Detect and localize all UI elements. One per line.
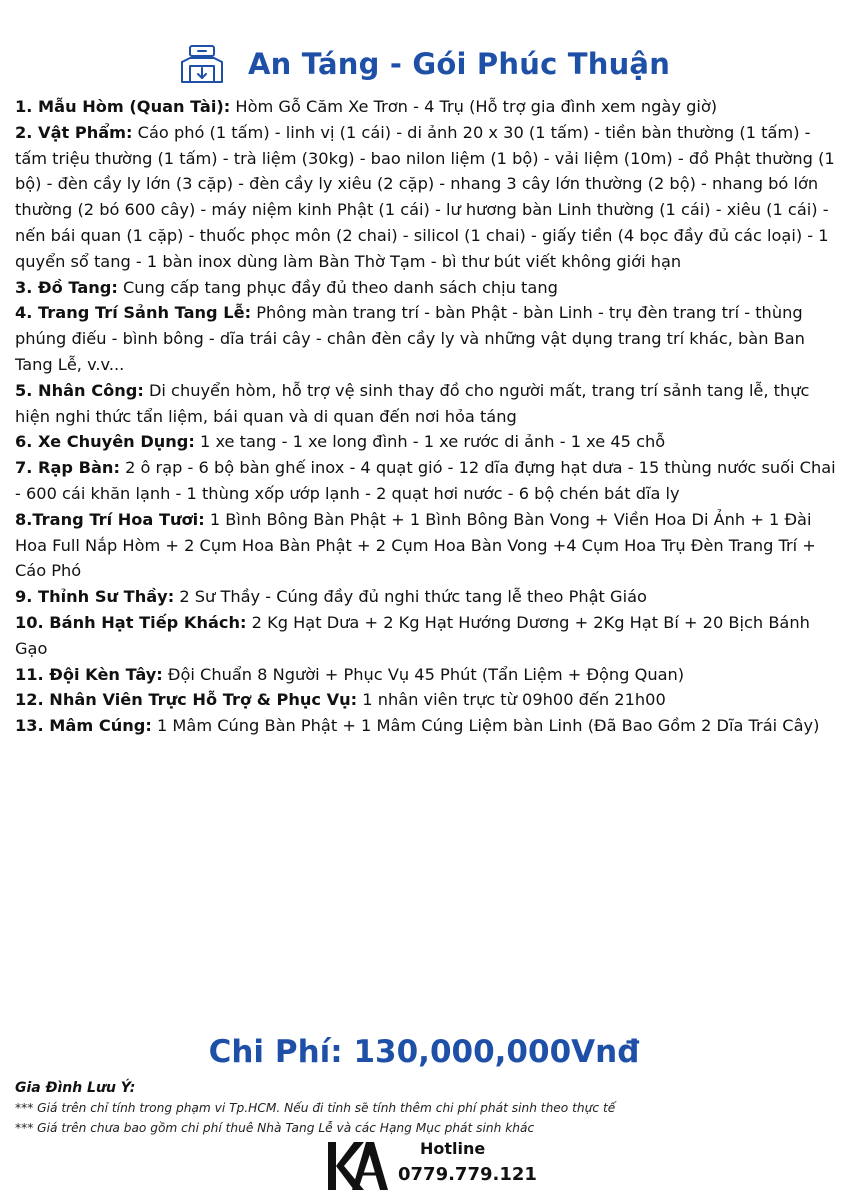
header xyxy=(0,36,848,92)
list-item xyxy=(15,378,837,430)
item-label: 11. Đội Kèn Tây: xyxy=(15,664,163,684)
item-text: Cáo phó (1 tấm) - linh vị (1 cái) - di ảnh 20 x 30 (1 tấm) - tiền bàn thường (1 tấm) - tấm triệu thường (1 tấm) - trà liệm (30kg) - bao nilon liệm (1 bộ) - vải liệm (10m) - đồ Phật thường (1 bộ) - đèn cầy ly lớn (3 cặp) - đèn cầy ly xiêu (2 cặp) - nhang 3 cây lớn thường (2 bộ) - nhang bó lớn thường (2 bó 600 cây) - máy niệm kinh Phật (1 cái) - lư hương bàn Linh thường (1 cái) - xiêu (1 cái) - nến bái quan (1 cặp) - thuốc phọc môn (2 chai) - silicol (1 chai) - giấy tiền (4 bọc đầy đủ các loại) - 1 quyển sổ tang - 1 bàn inox dùng làm Bàn Thờ Tạm - bì thư bút viết không giới hạn xyxy=(15,122,835,271)
list-item xyxy=(15,687,837,713)
item-text: Cung cấp tang phục đầy đủ theo danh sách chịu tang xyxy=(117,277,558,297)
item-text: 1 Mâm Cúng Bàn Phật + 1 Mâm Cúng Liệm bàn Linh (Đã Bao Gồm 2 Dĩa Trái Cây) xyxy=(151,716,820,736)
price-total: Chi Phí: 130,000,000Vnđ xyxy=(208,1034,640,1070)
item-text: 2 Sư Thầy - Cúng đầy đủ nghi thức tang lễ theo Phật Giáo xyxy=(174,587,647,607)
list-item xyxy=(15,275,837,301)
item-text: Phông màn trang trí - bàn Phật - bàn Linh - trụ đèn trang trí - thùng phúng điếu - bình bông - dĩa trái cây - chân đèn cầy ly và những vật dụng trang trí khác, bàn Ban Tang Lễ, v.v... xyxy=(15,303,805,374)
list-item xyxy=(15,94,837,120)
item-text: 1 xe tang - 1 xe long đình - 1 xe rước di ảnh - 1 xe 45 chỗ xyxy=(194,432,666,452)
list-item xyxy=(15,507,837,584)
service-items-list xyxy=(15,94,837,739)
item-label: 7. Rạp Bàn: xyxy=(15,458,120,478)
item-label: 2. Vật Phẩm: xyxy=(15,122,133,142)
item-label: 4. Trang Trí Sảnh Tang Lễ: xyxy=(15,303,252,323)
list-item xyxy=(15,713,837,739)
note-line: *** Giá trên chưa bao gồm chi phí thuê Nhà Tang Lễ và các Hạng Mục phát sinh khác xyxy=(15,1121,535,1135)
note-line: *** Giá trên chỉ tính trong phạm vi Tp.HCM. Nếu đi tỉnh sẽ tính thêm chi phí phát sinh theo thực tế xyxy=(15,1101,616,1115)
list-item xyxy=(15,429,837,455)
item-label: 9. Thỉnh Sư Thầy: xyxy=(15,587,175,607)
coffin-box-icon xyxy=(178,40,226,88)
item-label: 8.Trang Trí Hoa Tươi: xyxy=(15,509,205,529)
item-label: 6. Xe Chuyên Dụng: xyxy=(15,432,195,452)
company-logo-icon xyxy=(324,1140,390,1192)
list-item xyxy=(15,120,837,275)
item-text: Hòm Gỗ Căm Xe Trơn - 4 Trụ (Hỗ trợ gia đình xem ngày giờ) xyxy=(230,97,718,116)
item-label: 13. Mâm Cúng: xyxy=(15,716,152,736)
list-item xyxy=(15,300,837,377)
item-label: 12. Nhân Viên Trực Hỗ Trợ & Phục Vụ: xyxy=(15,690,358,710)
list-item xyxy=(15,584,837,610)
item-label: 5. Nhân Công: xyxy=(15,380,144,400)
item-label: 1. Mẫu Hòm (Quan Tài): xyxy=(15,97,231,116)
item-text: Di chuyển hòm, hỗ trợ vệ sinh thay đồ cho người mất, trang trí sảnh tang lễ, thực hiện nghi thức tẩn liệm, bái quan và di quan đến nơi hỏa táng xyxy=(15,380,810,426)
item-text: 1 nhân viên trực từ 09h00 đến 21h00 xyxy=(357,690,666,710)
notes-title: Gia Đình Lưu Ý: xyxy=(15,1080,136,1096)
item-text: Đội Chuẩn 8 Người + Phục Vụ 45 Phút (Tẩn Liệm + Động Quan) xyxy=(162,664,685,684)
hotline-number[interactable]: 0779.779.121 xyxy=(398,1164,537,1185)
item-text: 2 ô rạp - 6 bộ bàn ghế inox - 4 quạt gió - 12 dĩa đựng hạt dưa - 15 thùng nước suối Chai - 600 cái khăn lạnh - 1 thùng xốp ướp lạnh - 2 quạt hơi nước - 6 bộ chén bát dĩa ly xyxy=(15,458,836,503)
item-label: 10. Bánh Hạt Tiếp Khách: xyxy=(15,612,247,632)
list-item xyxy=(15,662,837,688)
item-text: 2 Kg Hạt Dưa + 2 Kg Hạt Hướng Dương + 2Kg Hạt Bí + 20 Bịch Bánh Gạo xyxy=(15,612,810,658)
hotline-label: Hotline xyxy=(420,1139,486,1158)
list-item xyxy=(15,455,837,507)
list-item xyxy=(15,610,837,662)
item-label: 3. Đồ Tang: xyxy=(15,277,118,297)
item-text: 1 Bình Bông Bàn Phật + 1 Bình Bông Bàn Vong + Viền Hoa Di Ảnh + 1 Đài Hoa Full Nắp Hòm + 2 Cụm Hoa Bàn Phật + 2 Cụm Hoa Bàn Vong +4 Cụm Hoa Trụ Đèn Trang Trí + Cáo Phó xyxy=(15,509,816,581)
page-title: An Táng - Gói Phúc Thuận xyxy=(247,47,671,81)
